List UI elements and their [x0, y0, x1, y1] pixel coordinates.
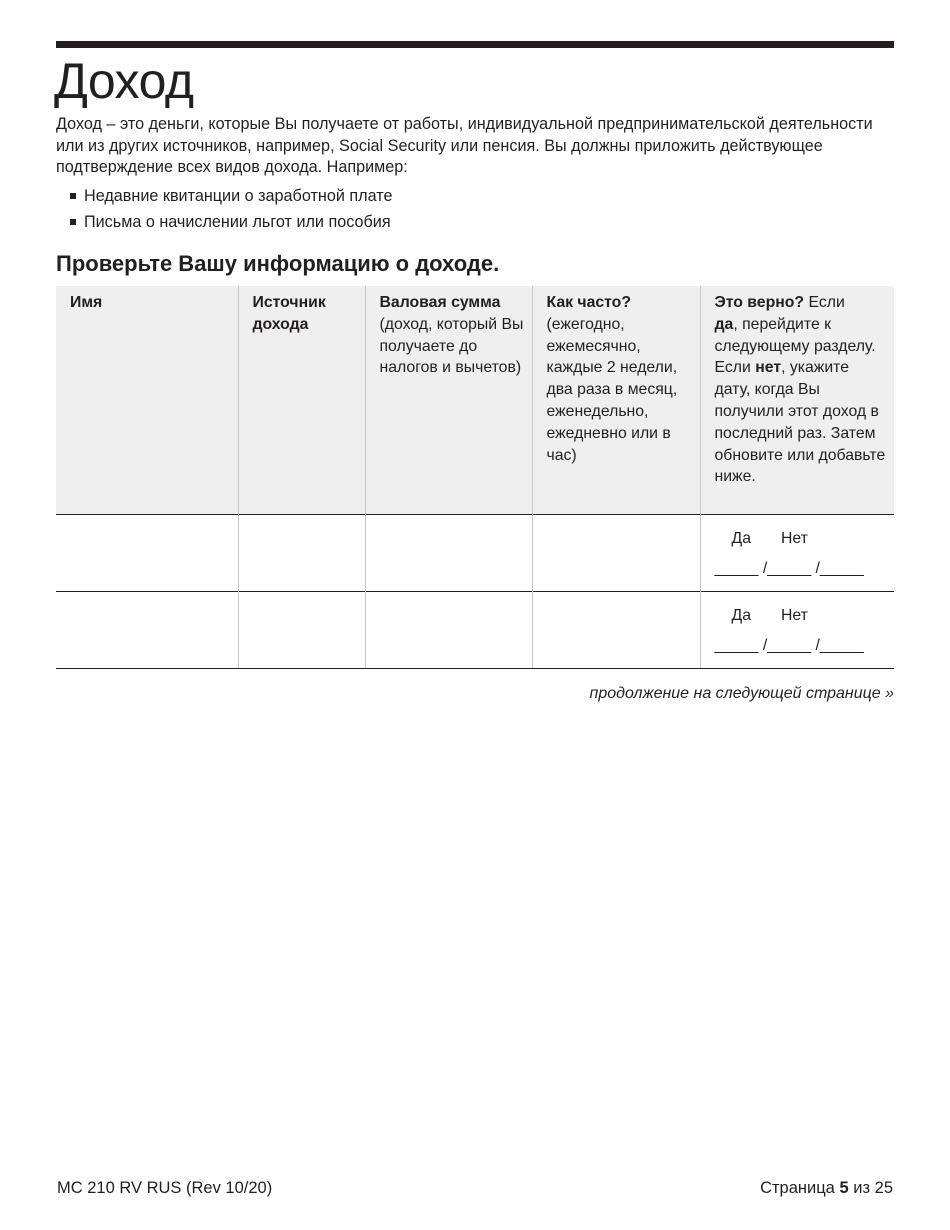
table-header-row: [56, 286, 894, 515]
header-gross: Валовая сумма (доход, который Вы получаете до налогов и вычетов): [365, 286, 532, 515]
bullet-square-icon: [70, 193, 76, 199]
form-id: MC 210 RV RUS (Rev 10/20): [57, 1179, 273, 1197]
correct-cell: [700, 515, 894, 592]
page-title: Доход: [54, 53, 194, 109]
evidence-list: [70, 184, 392, 236]
intro-paragraph: Доход – это деньги, которые Вы получаете от работы, индивидуальной предпринимательской деятельности или из других источников, например, Social Security или пенсия. Вы должны приложить действующее подтверждение всех видов дохода. Например:: [56, 115, 873, 177]
list-item: Письма о начислении льгот или пособия: [70, 210, 392, 236]
date-field[interactable]: _____ /_____ /_____: [714, 560, 864, 577]
page-indicator: Страница 5 из 25: [760, 1179, 893, 1197]
name-cell[interactable]: [56, 515, 238, 592]
gross-cell[interactable]: [365, 592, 532, 669]
bullet-square-icon: [70, 219, 76, 225]
frequency-cell[interactable]: [532, 515, 700, 592]
yes-option[interactable]: Да: [731, 530, 751, 547]
name-cell[interactable]: [56, 592, 238, 669]
no-option[interactable]: Нет: [780, 530, 808, 547]
header-source: Источник дохода: [238, 286, 365, 515]
header-correct: Это верно? Если да, перейдите к следующему разделу. Если нет, укажите дату, когда Вы получили этот доход в последний раз. Затем обновите или добавьте ниже.: [700, 286, 894, 515]
yes-option[interactable]: Да: [731, 607, 751, 624]
income-table: [56, 286, 894, 669]
header-name: Имя: [56, 286, 238, 515]
date-field[interactable]: _____ /_____ /_____: [714, 637, 864, 654]
no-option[interactable]: Нет: [780, 607, 808, 624]
list-item: Недавние квитанции о заработной плате: [70, 184, 392, 210]
top-rule: [56, 41, 894, 48]
table-row: [56, 515, 894, 592]
frequency-cell[interactable]: [532, 592, 700, 669]
header-frequency: Как часто? (ежегодно, ежемесячно, каждые 2 недели, два раза в месяц, еженедельно, ежедневно или в час): [532, 286, 700, 515]
continuation-note: продолжение на следующей странице »: [589, 685, 894, 702]
gross-cell[interactable]: [365, 515, 532, 592]
source-cell[interactable]: [238, 592, 365, 669]
section-heading: Проверьте Вашу информацию о доходе.: [56, 251, 500, 276]
source-cell[interactable]: [238, 515, 365, 592]
correct-cell: [700, 592, 894, 669]
table-row: [56, 592, 894, 669]
